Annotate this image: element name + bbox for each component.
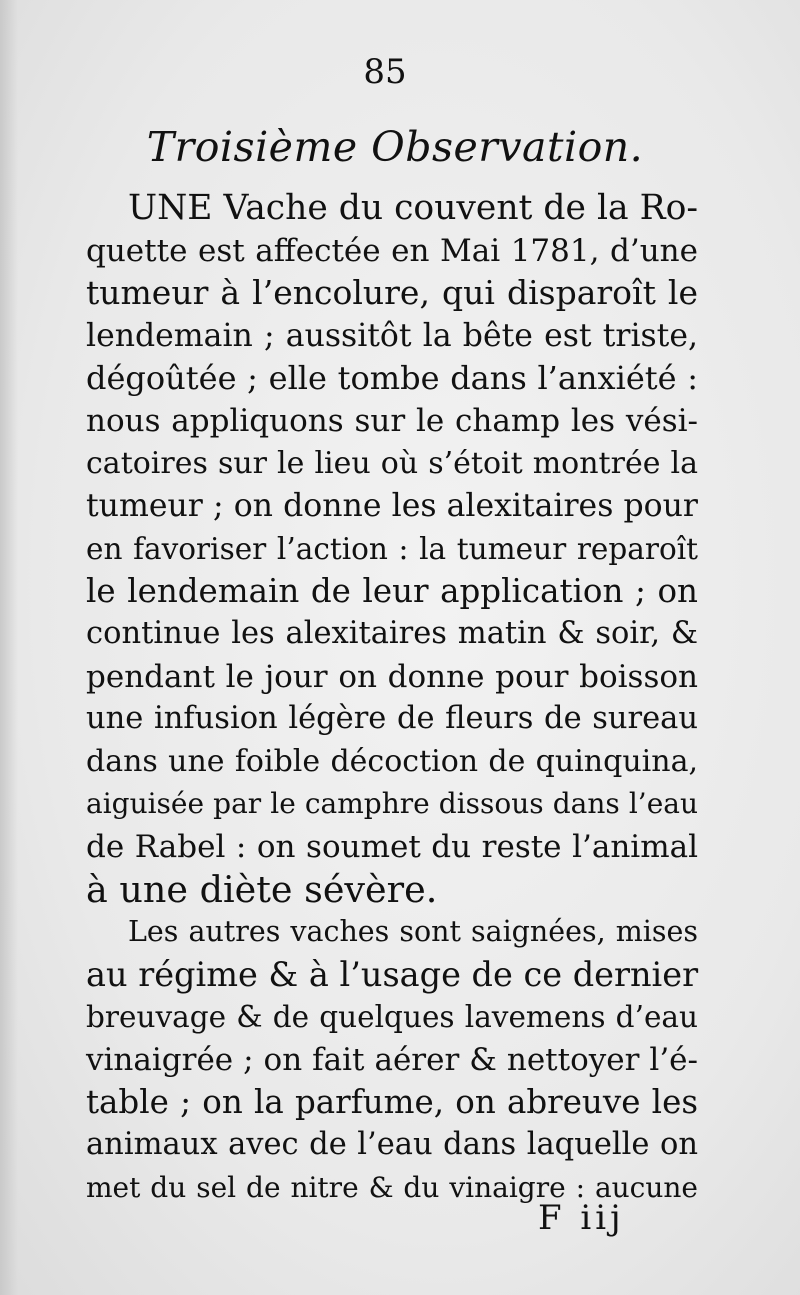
text-line: breuvage & de quelques lavemens d’eau bbox=[86, 1000, 698, 1035]
text-line: au régime & à l’usage de ce dernier bbox=[86, 954, 699, 994]
text-line: tumeur à l’encolure, qui disparoît le bbox=[86, 273, 698, 313]
body-text bbox=[86, 187, 698, 1209]
signature-mark: F iij bbox=[538, 1198, 625, 1238]
text-line: dans une foible décoction de quinquina, bbox=[86, 743, 698, 779]
text-line: vinaigrée ; on fait aérer & nettoyer l’é- bbox=[86, 1041, 698, 1078]
page-number: 85 bbox=[363, 52, 407, 92]
section-heading: Troisième Observation. bbox=[146, 123, 644, 171]
text-line: dégoûtée ; elle tombe dans l’anxiété : bbox=[86, 359, 698, 398]
text-line: animaux avec de l’eau dans laquelle on bbox=[86, 1127, 698, 1163]
text-line: le lendemain de leur application ; on bbox=[86, 572, 698, 611]
text-line: met du sel de nitre & du vinaigre : aucune bbox=[86, 1170, 698, 1204]
text-line: tumeur ; on donne les alexitaires pour bbox=[86, 488, 698, 525]
text-line: nous appliquons sur le champ les vési- bbox=[86, 402, 698, 439]
text-line: lendemain ; aussitôt la bête est triste, bbox=[86, 317, 698, 354]
text-line: aiguisée par le camphre dissous dans l’eau bbox=[86, 787, 698, 821]
text-line: UNE Vache du couvent de la Ro- bbox=[128, 188, 698, 228]
text-line: de Rabel : on soumet du reste l’animal bbox=[86, 828, 698, 865]
text-line: une infusion légère de fleurs de sureau bbox=[86, 701, 698, 737]
text-line: Les autres vaches sont saignées, mises bbox=[128, 915, 698, 949]
text-line: table ; on la parfume, on abreuve les bbox=[86, 1083, 698, 1122]
text-line: catoires sur le lieu où s’étoit montrée la bbox=[86, 445, 698, 481]
page-edge-shadow bbox=[0, 0, 18, 1295]
text-line: en favoriser l’action : la tumeur reparoît bbox=[86, 531, 698, 566]
text-line: continue les alexitaires matin & soir, & bbox=[86, 615, 698, 651]
text-line: à une diète sévère. bbox=[86, 867, 438, 911]
text-line: pendant le jour on donne pour boisson bbox=[86, 658, 698, 695]
text-line: quette est affectée en Mai 1781, d’une bbox=[86, 232, 698, 269]
